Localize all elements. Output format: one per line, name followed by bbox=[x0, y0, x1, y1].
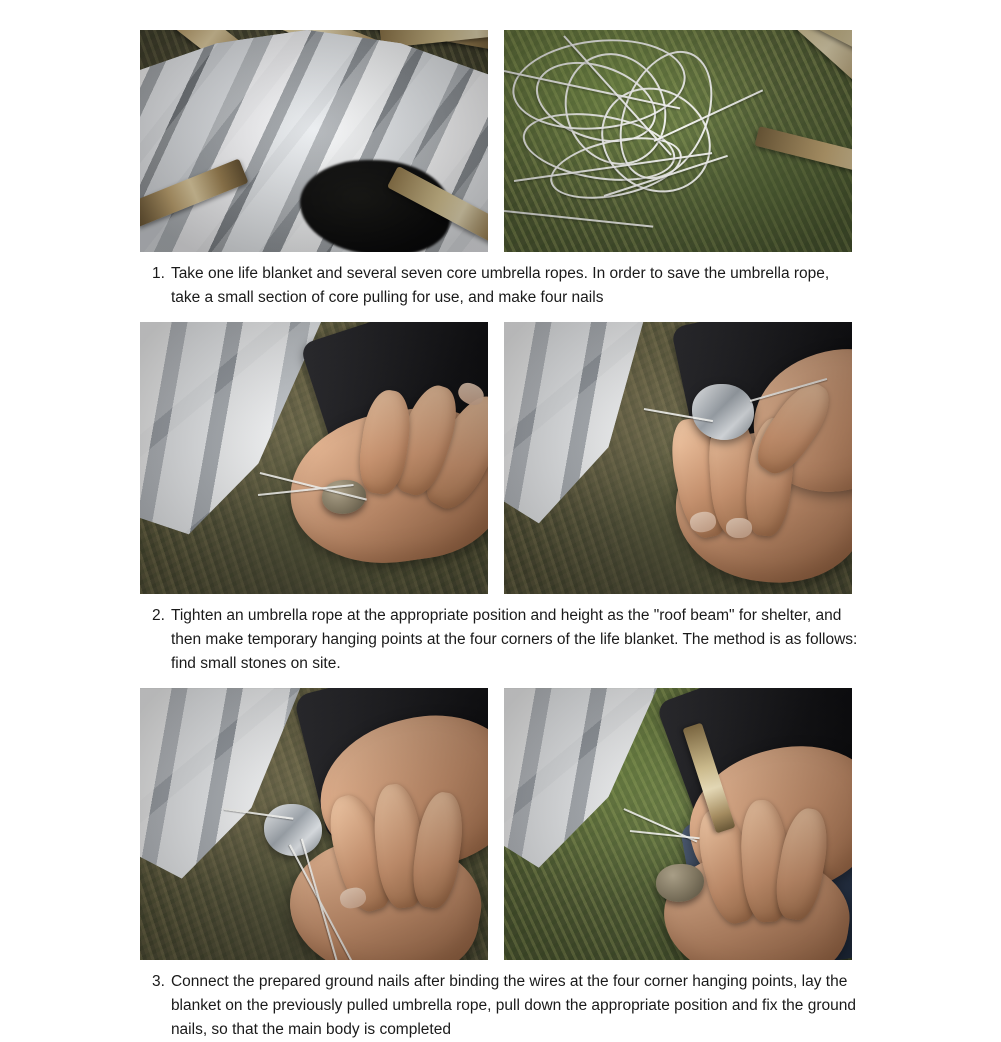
step-1 bbox=[140, 30, 861, 310]
photo-hands-wrap bbox=[504, 322, 852, 594]
photo-hands-tie bbox=[140, 688, 488, 960]
step-3-images bbox=[140, 688, 861, 960]
step-2-text: Tighten an umbrella rope at the appropriate position and height as the "roof beam" for shelter, and then make temporary hanging points at the four corners of the life blanket. The method is as follows: find small stones on site. bbox=[170, 607, 858, 673]
caption-step-2 bbox=[140, 604, 861, 676]
step-1-number: 1. bbox=[152, 265, 165, 282]
photo-rope-tangle bbox=[504, 30, 852, 252]
caption-step-3 bbox=[140, 970, 861, 1042]
photo-hand-stone bbox=[140, 322, 488, 594]
photo-blanket-sticks bbox=[140, 30, 488, 252]
step-2-images bbox=[140, 322, 861, 594]
step-3-text: Connect the prepared ground nails after binding the wires at the four corner hanging points, lay the blanket on the previously pulled umbrella rope, pull down the appropriate position and fix the ground nails, so that the main body is completed bbox=[170, 973, 856, 1039]
photo-hands-nail bbox=[504, 688, 852, 960]
step-3-number: 3. bbox=[152, 973, 165, 991]
step-2 bbox=[140, 322, 861, 676]
caption-step-1 bbox=[140, 262, 861, 310]
step-3 bbox=[140, 688, 861, 1042]
step-2-number: 2. bbox=[152, 607, 165, 625]
step-1-text: Take one life blanket and several seven core umbrella ropes. In order to save the umbrella rope, take a small section of core pulling for use, and make four nails bbox=[170, 265, 830, 307]
step-1-images bbox=[140, 30, 861, 252]
